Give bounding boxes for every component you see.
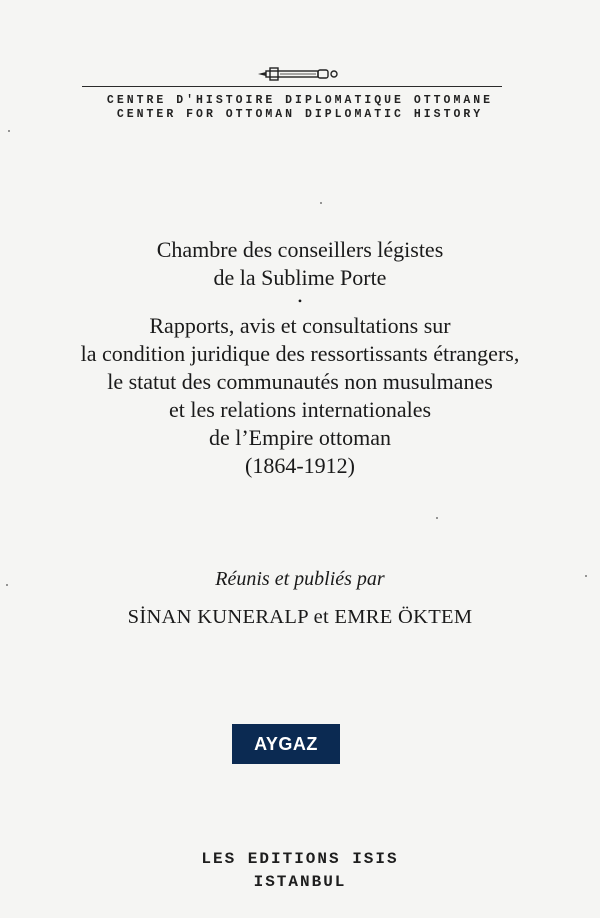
editors-names: SİNAN KUNERALP et EMRE ÖKTEM — [127, 606, 473, 628]
institution-name-en: CENTER FOR OTTOMAN DIPLOMATIC HISTORY — [116, 108, 484, 121]
main-title-line: Chambre des conseillers légistes — [156, 237, 444, 262]
subtitle-line: Rapports, avis et consultations sur — [149, 313, 451, 338]
sponsor-logo: AYGAZ — [232, 724, 340, 764]
publisher-city: ISTANBUL — [253, 873, 347, 891]
editors-intro: Réunis et publiés par — [215, 568, 385, 590]
publisher-name: LES EDITIONS ISIS — [201, 850, 399, 868]
main-title — [0, 236, 600, 292]
subtitle-line: de l’Empire ottoman — [208, 425, 392, 450]
main-title-line: de la Sublime Porte — [213, 265, 387, 290]
ottoman-pen-case-icon — [244, 62, 340, 84]
paper-speck — [6, 584, 8, 586]
paper-speck — [8, 130, 10, 132]
subtitle — [0, 312, 600, 480]
subtitle-line: le statut des communautés non musulmanes — [107, 369, 493, 394]
subtitle-line: la condition juridique des ressortissants étrangers, — [80, 341, 520, 366]
header-divider — [82, 86, 502, 87]
title-separator: • — [297, 294, 303, 308]
paper-speck — [436, 517, 438, 519]
institution-name-fr: CENTRE D'HISTOIRE DIPLOMATIQUE OTTOMANE — [106, 94, 494, 107]
paper-speck — [585, 575, 587, 577]
subtitle-dates: (1864-1912) — [245, 453, 355, 478]
subtitle-line: et les relations internationales — [168, 397, 432, 422]
paper-speck — [320, 202, 322, 204]
